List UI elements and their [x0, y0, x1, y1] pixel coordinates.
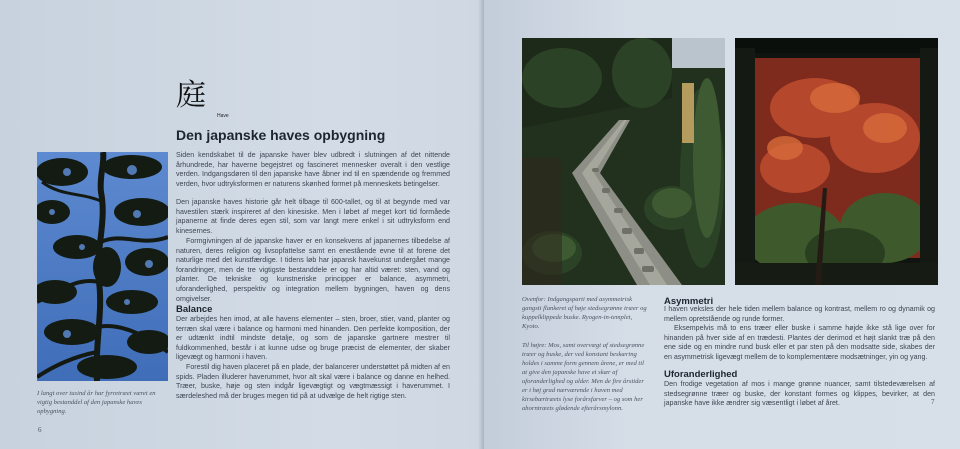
asymmetry-paragraph-1: I haven veksles der hele tiden mellem balance og kontrast, mellem ro og dynamik og mellem opretstående og runde former.	[664, 305, 935, 323]
autumn-maple-photo	[735, 38, 938, 285]
asymmetry-paragraph-2: Eksempelvis må to ens træer eller buske i samme højde ikke stå lige over for hinanden på hver side af en trædesti. Plantes der derimod et højt slankt træ på den ene side og en mindre rund busk eller et par sten på den modsatte side, skabes der en asymmetrisk ligevægt mellem de to komplementære modsætninger, yin og yang.	[664, 324, 935, 361]
page-number: 6	[38, 426, 42, 434]
intro-paragraph: Siden kendskabet til de japanske haver blev udbredt i slutningen af det nittende århundrede, har haverne begejstret og fascineret mennesker overalt i den vestlige verden. Indgangsdøren til den japanske have åbner ind til en spændende og fremmed verden, hvor udtryksformen er naturens skønhed formet på menneskets betingelser.	[176, 151, 450, 188]
uforanderlighed-heading: Uforanderlighed	[664, 369, 738, 380]
balance-heading: Balance	[176, 304, 213, 315]
kanji-character: 庭	[176, 78, 206, 113]
history-paragraph: Den japanske haves historie går helt tilbage til 600-tallet, og til at begynde med var havestilen stærk inspireret af den kinesiske. Men i løbet af meget kort tid formåede japanerne at finde deres egen stil, som var langt mere enkel i sit udtryksform end kinesernes.	[176, 198, 450, 235]
right-page	[484, 0, 960, 449]
uforanderlighed-paragraph: Den frodige vegetation af mos i mange grønne nuancer, samt tilstedeværelsen af stedsegrønne træer og buske, der konstant formes og klippes, bevirker, at den japanske have ikke ændrer sig væsentligt i løbet af året.	[664, 380, 935, 408]
balance-paragraph-2: Forestil dig haven placeret på en plade, der balancerer understøttet på midten af en spids. Pladen illuderer haverummet, hvor alt skal være i balance og danne en helhed. Træer, buske, høje og sten indgår ligevægtigt og vægtmæssigt i haverummet. I særdeleshed må der bruges megen tid på at udvælge de helt rigtige sten.	[176, 363, 450, 400]
page-number: 7	[931, 398, 935, 406]
asymmetry-heading: Asymmetri	[664, 296, 714, 307]
balance-paragraph-1: Der arbejdes hen imod, at alle havens elementer – sten, broer, stier, vand, planter og terræn skal være i balance og harmoni med hinanden. Den perfekte komposition, der er udtænkt indtil mindste detalje, og som de japanske gartnere mestrer til fuldkommenhed, består i at kunne udse og bruge præcist de elementer, der skaber ligevægt og harmoni i haven.	[176, 315, 450, 362]
principles-paragraph: Formgivningen af de japanske haver er en konsekvens af japanernes tilbedelse af naturen, deres religion og livsopfattelse samt en enestående evne til at forene det naturlige med det kunstfærdige. I tidens løb har japansk havekunst undergået mange forandringer, men de tre vigtigste bestanddele er og har altid været: sten, vand og planter. De tekniske og kunstneriske principper er balance, asymmetri, uforanderlighed, perspektiv og integration mellem bygningen, haven og dens omgivelser.	[176, 237, 450, 303]
garden-path-photo	[522, 38, 725, 285]
caption-above: Ovenfor: Indgangsparti med asymmetrisk gangsti flankeret af høje stedsegrønne træer og kuppelklippede buske. Ryogen-in-templet, Kyoto.	[522, 296, 647, 330]
kanji-label: Have	[217, 113, 229, 119]
pine-photo-caption: I langt over tusind år har fyrretræet været en vigtig bestanddel af den japanske haves opbygning.	[37, 390, 156, 415]
page-title: Den japanske haves opbygning	[176, 127, 386, 143]
caption-right: Til højre: Mos, samt overvægt af stedsegrønne træer og buske, der ved konstant beskæring holdes i samme form gennem årene, er med til at give den japanske have et skær af uforanderlighed og alder. Men de fire årstider er i høj grad nærværende i haven med kirsebærtræets lyse forårsfarver – og som her ahorntræets glødende efterårsmylonn.	[522, 342, 645, 412]
pine-tree-photo	[37, 152, 168, 381]
